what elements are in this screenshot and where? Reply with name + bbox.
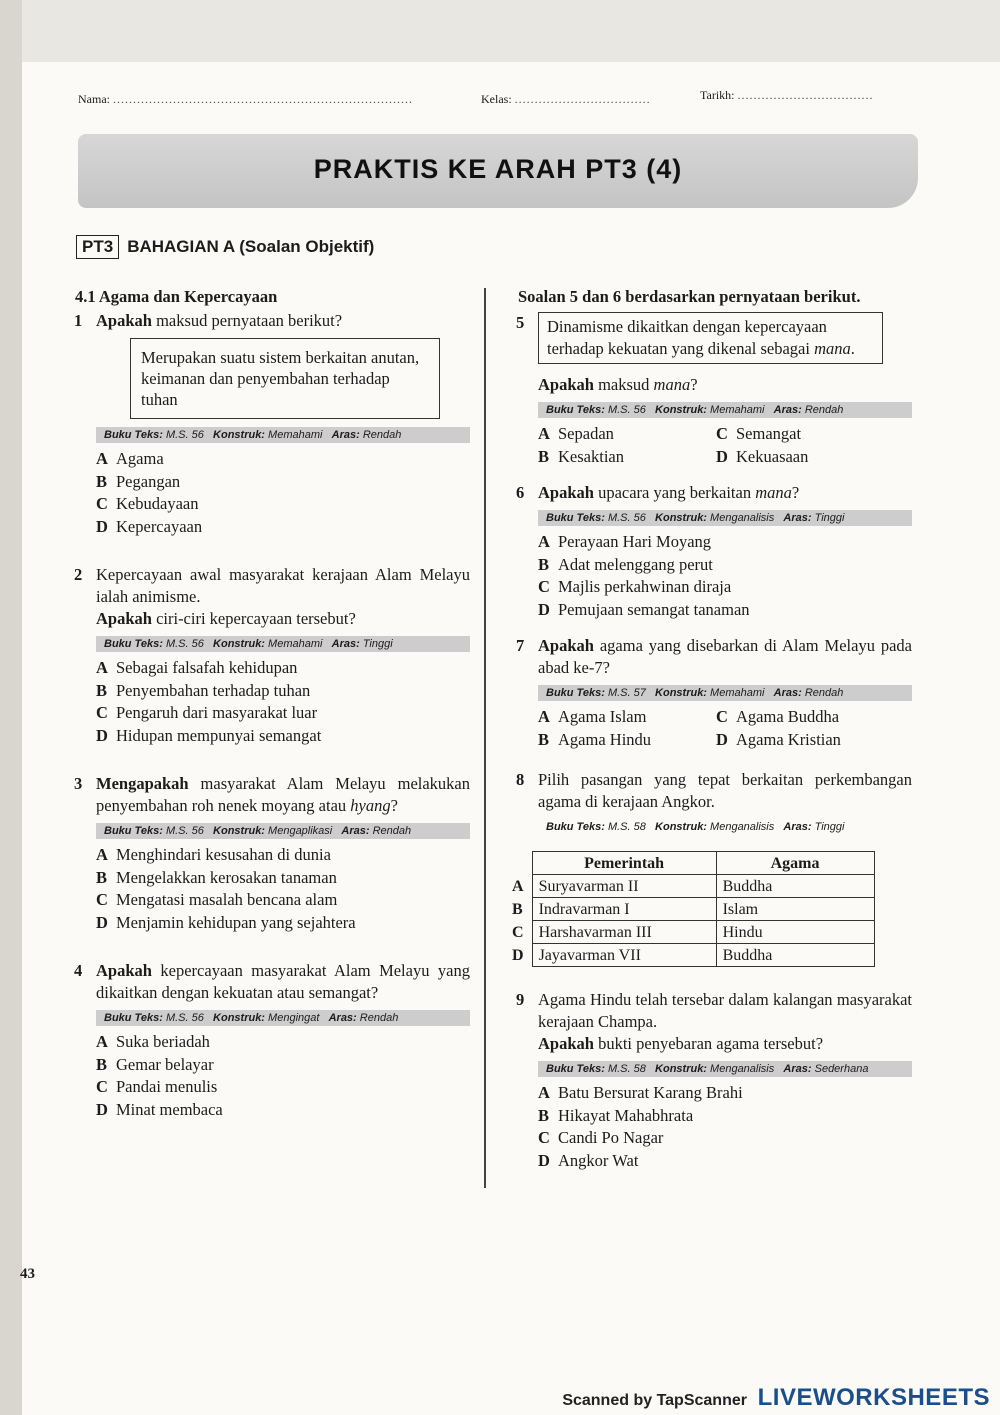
option-letter: A: [538, 424, 550, 443]
option-text: Pandai menulis: [116, 1077, 218, 1096]
meta-ms: M.S. 57: [607, 687, 646, 699]
option-text: Agama Islam: [558, 707, 647, 726]
option-text: Kebudayaan: [116, 494, 199, 513]
meta-a: Tinggi: [814, 512, 845, 524]
option[interactable]: [96, 657, 470, 680]
tarikh-label: Tarikh:: [700, 88, 735, 102]
meta-k: Menganalisis: [710, 512, 775, 524]
cell-agama: Hindu: [716, 921, 874, 944]
option-text: Angkor Wat: [558, 1150, 639, 1170]
right-column: [512, 286, 912, 1172]
meta-ms: M.S. 58: [607, 821, 646, 833]
option[interactable]: [538, 554, 912, 577]
student-info-fields: [0, 88, 1000, 116]
option[interactable]: [538, 729, 716, 752]
option-letter: A: [538, 532, 550, 551]
meta-kl: Konstruk:: [213, 1012, 265, 1024]
cell-agama: Islam: [716, 898, 874, 921]
meta-bt: Buku Teks:: [546, 821, 605, 833]
question-number: 6: [516, 483, 525, 502]
question-6: [512, 482, 912, 621]
option[interactable]: [96, 448, 470, 471]
meta-a: Rendah: [362, 429, 402, 441]
row-letter: B: [512, 900, 523, 918]
option-letter: D: [716, 446, 728, 466]
option-letter: A: [538, 707, 550, 726]
question-prompt: [96, 608, 470, 630]
option-letter: D: [716, 729, 728, 749]
option-text: Agama: [116, 449, 164, 468]
option[interactable]: [716, 446, 894, 469]
option-text: Agama Kristian: [736, 729, 841, 749]
option-letter: A: [96, 449, 108, 468]
blank-header: [512, 852, 532, 875]
option-text: Menghindari kesusahan di dunia: [116, 845, 331, 864]
nama-label: Nama:: [78, 92, 110, 106]
meta-kl: Konstruk:: [655, 512, 707, 524]
stem-text: ciri-ciri kepercayaan tersebut?: [151, 609, 356, 628]
option-letter: D: [538, 599, 550, 619]
option-text: Pemujaan semangat tanaman: [558, 599, 750, 619]
meta-a: Rendah: [359, 1012, 399, 1024]
option-text: Semangat: [736, 424, 802, 443]
stem-end: ?: [390, 796, 398, 815]
meta-a: Tinggi: [362, 638, 393, 650]
option-text: Agama Buddha: [736, 707, 840, 726]
textbook-meta: [96, 1010, 470, 1026]
question-number: 3: [74, 774, 83, 793]
question-number: 1: [74, 311, 83, 330]
option-letter: A: [96, 1032, 108, 1051]
meta-k: Menganalisis: [710, 821, 775, 833]
option-letter: B: [538, 729, 550, 749]
meta-al: Aras:: [341, 825, 370, 837]
kelas-label: Kelas:: [481, 92, 512, 106]
option-letter: B: [96, 1054, 108, 1074]
options-list: [538, 423, 912, 468]
textbook-meta: [96, 636, 470, 652]
stem-bold: Apakah: [538, 636, 594, 655]
column-header-pemerintah: Pemerintah: [532, 852, 716, 875]
scanner-credit: Scanned by TapScanner: [562, 1392, 747, 1409]
topic-heading: 4.1 Agama dan Kepercayaan: [75, 287, 278, 306]
title-banner: [78, 134, 918, 208]
question-1: [70, 310, 470, 538]
options-list: [538, 1082, 912, 1172]
meta-k: Memahami: [710, 687, 765, 699]
question-stem: [538, 635, 912, 679]
option[interactable]: [538, 1105, 912, 1128]
options-list: [96, 448, 470, 538]
option[interactable]: [96, 867, 470, 890]
stem-text: agama yang disebarkan di Alam Melayu pada abad ke-7?: [538, 636, 912, 677]
stem-bold: Apakah: [538, 483, 594, 502]
option[interactable]: [538, 1127, 912, 1150]
kelas-field[interactable]: [481, 92, 651, 107]
meta-bt: Buku Teks:: [546, 1063, 605, 1075]
meta-kl: Konstruk:: [213, 429, 265, 441]
option-letter: C: [716, 707, 728, 726]
meta-ms: M.S. 56: [607, 512, 646, 524]
meta-a: Rendah: [804, 687, 844, 699]
stem-italic: mana: [653, 375, 691, 394]
question-stem: Agama Hindu telah tersebar dalam kalangan masyarakat kerajaan Champa.: [538, 990, 912, 1031]
option-letter: A: [96, 845, 108, 864]
question-stem: [96, 960, 470, 1004]
option-text: Kesaktian: [558, 446, 624, 466]
question-number: 7: [516, 636, 525, 655]
option[interactable]: [96, 844, 470, 867]
option-text: Menjamin kehidupan yang sejahtera: [116, 912, 356, 932]
tarikh-field[interactable]: [700, 88, 873, 103]
stem-text: maksud pernyataan berikut?: [151, 311, 343, 330]
meta-kl: Konstruk:: [655, 687, 707, 699]
option[interactable]: [96, 516, 470, 539]
option-letter: B: [96, 867, 108, 887]
question-stem: Pilih pasangan yang tepat berkaitan perkembangan agama di kerajaan Angkor.: [538, 770, 912, 811]
meta-k: Mengaplikasi: [268, 825, 333, 837]
option-letter: B: [96, 680, 108, 700]
option-letter: C: [716, 424, 728, 443]
question-stem: [538, 482, 912, 504]
cell-pemerintah: Harshavarman III: [532, 921, 716, 944]
option[interactable]: [538, 446, 716, 469]
textbook-meta: [538, 402, 912, 418]
meta-bt: Buku Teks:: [546, 512, 605, 524]
question-number: 4: [74, 961, 83, 980]
question-number: 5: [516, 313, 525, 332]
stem-text: kepercayaan masyarakat Alam Melayu yang dikaitkan dengan kekuatan atau semangat?: [96, 961, 470, 1002]
option-text: Hikayat Mahabhrata: [558, 1105, 694, 1125]
meta-k: Mengingat: [268, 1012, 320, 1024]
meta-kl: Konstruk:: [655, 1063, 707, 1075]
statement-box: [538, 312, 883, 364]
option[interactable]: [96, 912, 470, 935]
option-letter: C: [538, 1128, 550, 1147]
option-letter: B: [538, 554, 550, 574]
column-divider: [484, 288, 486, 1188]
statement-box: Merupakan suatu sistem berkaitan anutan, keimanan dan penyembahan terhadap tuhan: [130, 338, 440, 419]
stem-text: bukti penyebaran agama tersebut?: [593, 1034, 824, 1053]
option[interactable]: [716, 423, 894, 446]
stem-end: ?: [690, 375, 698, 394]
option-letter: D: [538, 1150, 550, 1170]
kelas-dots: ..................................: [514, 92, 651, 106]
option-text: Mengelakkan kerosakan tanaman: [116, 867, 337, 887]
option-text: Agama Hindu: [558, 729, 652, 749]
question-number: 2: [74, 565, 83, 584]
liveworksheets-logo: LIVEWORKSHEETS: [757, 1384, 990, 1411]
option[interactable]: [96, 1031, 470, 1054]
tarikh-dots: ..................................: [737, 88, 874, 102]
option-text: Minat membaca: [116, 1099, 223, 1119]
cell-pemerintah: Indravarman I: [532, 898, 716, 921]
option-letter: A: [96, 658, 108, 677]
options-list: [538, 706, 912, 751]
option[interactable]: [96, 1076, 470, 1099]
meta-ms: M.S. 56: [165, 825, 204, 837]
option-letter: A: [538, 1083, 550, 1102]
meta-al: Aras:: [783, 1063, 812, 1075]
meta-al: Aras:: [783, 821, 812, 833]
stimulus-intro: Soalan 5 dan 6 berdasarkan pernyataan berikut.: [518, 287, 861, 306]
meta-kl: Konstruk:: [213, 825, 265, 837]
textbook-meta: [538, 1061, 912, 1077]
table-header-row: [512, 852, 874, 875]
option-letter: B: [538, 446, 550, 466]
option-text: Penyembahan terhadap tuhan: [116, 680, 311, 700]
question-2: [70, 564, 470, 747]
cell-agama: Buddha: [716, 875, 874, 898]
question-stem: Kepercayaan awal masyarakat kerajaan Alam Melayu ialah animisme.: [96, 565, 470, 606]
question-number: 8: [516, 770, 525, 789]
meta-kl: Konstruk:: [655, 404, 707, 416]
question-9: [512, 989, 912, 1172]
stem-text: masyarakat Alam Melayu melakukan penyembahan roh nenek moyang atau: [96, 774, 470, 815]
meta-al: Aras:: [328, 1012, 357, 1024]
meta-al: Aras:: [773, 404, 802, 416]
stem-bold: Apakah: [96, 961, 152, 980]
option[interactable]: [96, 493, 470, 516]
option-letter: D: [96, 516, 108, 536]
option[interactable]: [538, 599, 912, 622]
meta-bt: Buku Teks:: [546, 687, 605, 699]
meta-k: Memahami: [710, 404, 765, 416]
option-letter: D: [96, 725, 108, 745]
option[interactable]: [538, 423, 716, 446]
option[interactable]: [538, 1150, 912, 1173]
option-text: Hidupan mempunyai semangat: [116, 725, 322, 745]
stem-text: maksud: [593, 375, 654, 394]
binding-edge: [0, 0, 22, 1415]
question-7: [512, 635, 912, 751]
page-title: PRAKTIS KE ARAH PT3 (4): [313, 154, 683, 184]
option-letter: C: [96, 1077, 108, 1096]
meta-ms: M.S. 56: [607, 404, 646, 416]
option-letter: C: [96, 494, 108, 513]
options-list: [96, 657, 470, 747]
column-header-agama: Agama: [716, 852, 874, 875]
question-prompt: [538, 1033, 912, 1055]
option[interactable]: [538, 706, 716, 729]
meta-bt: Buku Teks:: [104, 638, 163, 650]
section-heading: [76, 235, 374, 263]
option[interactable]: [96, 680, 470, 703]
nama-dots: ...........................................................................: [113, 92, 413, 106]
meta-al: Aras:: [773, 687, 802, 699]
stem-bold: Apakah: [96, 609, 152, 628]
option-text: Sebagai falsafah kehidupan: [116, 658, 298, 677]
meta-ms: M.S. 56: [165, 638, 204, 650]
page-number: 43: [20, 1266, 35, 1282]
table-row[interactable]: [512, 944, 874, 967]
option[interactable]: [538, 531, 912, 554]
option-text: Majlis perkahwinan diraja: [558, 577, 732, 596]
question-3: [70, 773, 470, 934]
meta-ms: M.S. 58: [607, 1063, 646, 1075]
meta-a: Rendah: [804, 404, 844, 416]
meta-al: Aras:: [331, 638, 360, 650]
question-5: [512, 312, 912, 468]
pt3-tag: PT3: [76, 235, 119, 259]
meta-bt: Buku Teks:: [104, 825, 163, 837]
option-letter: B: [538, 1105, 550, 1125]
cell-pemerintah: Jayavarman VII: [532, 944, 716, 967]
stem-text: upacara yang berkaitan: [593, 483, 756, 502]
table-row[interactable]: [512, 921, 874, 944]
option-text: Pengaruh dari masyarakat luar: [116, 703, 318, 722]
question-4: [70, 960, 470, 1121]
meta-k: Menganalisis: [710, 1063, 775, 1075]
option[interactable]: [96, 889, 470, 912]
meta-kl: Konstruk:: [213, 638, 265, 650]
row-letter: C: [512, 923, 524, 941]
option-text: Pegangan: [116, 471, 181, 491]
stem-bold: Mengapakah: [96, 774, 189, 793]
option-text: Kepercayaan: [116, 516, 203, 536]
option-text: Gemar belayar: [116, 1054, 214, 1074]
option-letter: C: [96, 890, 108, 909]
box-end: .: [850, 339, 855, 358]
option-letter: C: [96, 703, 108, 722]
meta-bt: Buku Teks:: [546, 404, 605, 416]
meta-a: Tinggi: [814, 821, 845, 833]
option[interactable]: [538, 1082, 912, 1105]
ruler-religion-table: [512, 851, 875, 967]
option-text: Adat melenggang perut: [558, 554, 713, 574]
meta-bt: Buku Teks:: [104, 429, 163, 441]
meta-ms: M.S. 56: [165, 1012, 204, 1024]
option-text: Kekuasaan: [736, 446, 809, 466]
stem-bold: Apakah: [538, 1034, 594, 1053]
meta-k: Memahami: [268, 429, 323, 441]
option-text: Suka beriadah: [116, 1032, 210, 1051]
meta-al: Aras:: [783, 512, 812, 524]
meta-a: Rendah: [372, 825, 412, 837]
stem-end: ?: [791, 483, 800, 502]
option[interactable]: [716, 729, 894, 752]
option-letter: C: [538, 577, 550, 596]
options-list: [96, 844, 470, 934]
meta-ms: M.S. 56: [165, 429, 204, 441]
option[interactable]: [96, 471, 470, 494]
stem-italic: hyang: [350, 796, 391, 815]
option[interactable]: [538, 576, 912, 599]
option-text: Candi Po Nagar: [558, 1128, 664, 1147]
left-column: [70, 286, 470, 1121]
stem-italic: mana: [755, 483, 792, 502]
nama-field[interactable]: [78, 92, 413, 107]
stem-bold: Apakah: [96, 311, 152, 330]
option-letter: B: [96, 471, 108, 491]
table-row[interactable]: [512, 898, 874, 921]
option[interactable]: [96, 1054, 470, 1077]
textbook-meta: [96, 823, 470, 839]
question-8: [512, 769, 912, 835]
question-stem: [96, 773, 470, 817]
meta-kl: Konstruk:: [655, 821, 707, 833]
meta-k: Memahami: [268, 638, 323, 650]
textbook-meta: [96, 427, 470, 443]
row-letter: A: [512, 877, 524, 895]
box-italic: mana: [814, 339, 851, 358]
textbook-meta: [538, 685, 912, 701]
footer-watermark: [562, 1384, 990, 1412]
options-list: [96, 1031, 470, 1121]
stem-bold: Apakah: [538, 375, 594, 394]
textbook-meta: [538, 819, 912, 835]
meta-a: Sederhana: [814, 1063, 869, 1075]
question-stem: [538, 374, 912, 396]
option[interactable]: [96, 702, 470, 725]
table-row[interactable]: [512, 875, 874, 898]
option-text: Perayaan Hari Moyang: [558, 532, 712, 551]
section-label: BAHAGIAN A (Soalan Objektif): [127, 237, 375, 256]
option-letter: D: [96, 912, 108, 932]
meta-al: Aras:: [331, 429, 360, 441]
option-text: Mengatasi masalah bencana alam: [116, 890, 338, 909]
box-text: Dinamisme dikaitkan dengan kepercayaan terhadap kekuatan yang dikenal sebagai: [547, 317, 827, 358]
option-letter: D: [96, 1099, 108, 1119]
options-list: [538, 531, 912, 621]
option-text: Sepadan: [558, 424, 614, 443]
option[interactable]: [96, 1099, 470, 1122]
option[interactable]: [716, 706, 894, 729]
question-number: 9: [516, 990, 525, 1009]
cell-pemerintah: Suryavarman II: [532, 875, 716, 898]
meta-bt: Buku Teks:: [104, 1012, 163, 1024]
row-letter: D: [512, 946, 524, 964]
question-stem: [96, 310, 470, 332]
option-text: Batu Bersurat Karang Brahi: [558, 1083, 743, 1102]
textbook-meta: [538, 510, 912, 526]
cell-agama: Buddha: [716, 944, 874, 967]
option[interactable]: [96, 725, 470, 748]
